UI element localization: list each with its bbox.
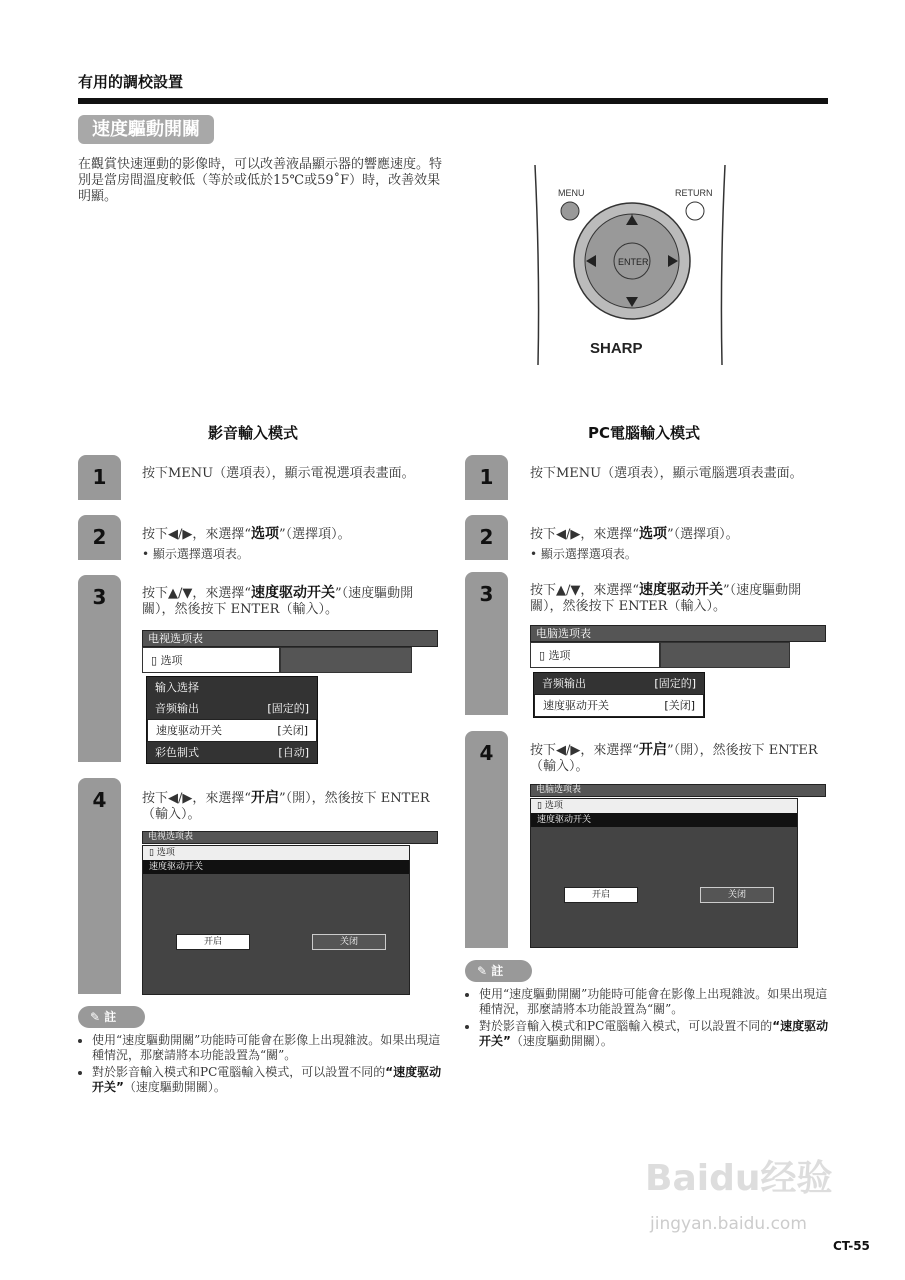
section-header: 有用的調校設置 — [78, 73, 184, 91]
pencil-icon: ✎ — [90, 1010, 101, 1024]
document-icon: ▯ — [151, 654, 158, 667]
header-rule — [78, 98, 828, 104]
left-menu-4-panel — [142, 845, 410, 995]
right-step-3-bar — [465, 572, 508, 715]
right-step-2-text: 按下◀/▶，來選擇“选项”（選擇項）。 — [530, 526, 739, 542]
left-step-3-bar — [78, 575, 121, 762]
menu-row[interactable]: 音频输出 [固定的] — [155, 702, 309, 715]
document-icon: ▯ — [537, 801, 542, 811]
tab-empty — [280, 647, 412, 673]
tab-options[interactable]: ▯ 选项 — [531, 799, 797, 813]
right-step-2-bar — [465, 515, 508, 560]
menu-title: 电视选项表 — [142, 630, 438, 647]
menu-label: MENU — [558, 188, 585, 198]
left-menu-4 — [142, 831, 438, 844]
step-number: 3 — [92, 585, 107, 609]
step-number: 3 — [479, 582, 494, 606]
right-step-1-bar — [465, 455, 508, 500]
step-number: 4 — [479, 741, 494, 765]
menu-button[interactable] — [561, 202, 579, 220]
menu-item-speed-drive[interactable]: 速度驱动开关 — [531, 813, 797, 827]
menu-row[interactable]: 音频输出 [固定的] — [542, 677, 696, 690]
right-menu-4 — [530, 784, 826, 797]
left-menu-3 — [142, 630, 438, 673]
right-step-2-bullet: • 顯示選擇選項表。 — [530, 547, 637, 561]
page-number: CT-55 — [833, 1239, 870, 1253]
left-notes — [78, 1033, 443, 1097]
note-item: • 對於影音輸入模式和PC電腦輸入模式，可以設置不同的“速度驱动开关”（速度驅動開關）。 — [479, 1019, 830, 1049]
step-number: 2 — [479, 525, 494, 549]
enter-label: ENTER — [618, 257, 649, 267]
step-number: 1 — [479, 465, 494, 489]
right-mode-title: PC電腦輸入模式 — [588, 424, 701, 442]
return-label: RETURN — [675, 188, 713, 198]
intro-text: 在觀賞快速運動的影像時，可以改善液晶顯示器的響應速度。特別是當房間溫度較低（等於或低於15℃或59˚F）時，改善效果明顯。 — [78, 157, 443, 204]
tab-options[interactable]: ▯ 选项 — [143, 846, 409, 860]
menu-row-selected[interactable]: 速度驱动开关 [关闭] — [147, 719, 317, 742]
menu-row[interactable]: 输入选择 — [155, 681, 199, 694]
right-menu-3-list — [533, 672, 705, 718]
off-button[interactable]: 关闭 — [312, 934, 386, 950]
remote-illustration — [520, 160, 740, 370]
left-step-1-text: 按下MENU（選項表），顯示電視選項表畫面。 — [142, 466, 415, 481]
note-item: • 對於影音輸入模式和PC電腦輸入模式，可以設置不同的“速度驱动开关”（速度驅動開關）。 — [92, 1065, 443, 1095]
tab-options[interactable]: ▯ 选项 — [142, 647, 280, 673]
left-note-badge: ✎ 註 — [78, 1006, 145, 1028]
brand-logo: SHARP — [590, 340, 643, 357]
right-step-1-text: 按下MENU（選項表），顯示電腦選項表畫面。 — [530, 466, 803, 481]
left-menu-3-list — [146, 676, 318, 764]
menu-row-selected[interactable]: 速度驱动开关 [关闭] — [534, 694, 704, 717]
left-mode-title: 影音輸入模式 — [208, 424, 299, 442]
document-icon: ▯ — [149, 848, 154, 858]
step-number: 1 — [92, 465, 107, 489]
menu-row[interactable]: 彩色制式 [自动] — [155, 746, 309, 759]
menu-item-speed-drive[interactable]: 速度驱动开关 — [143, 860, 409, 874]
note-item: • 使用“速度驅動開關”功能時可能會在影像上出現雜波。如果出現這種情況，那麼請將本功能設置為“關”。 — [479, 987, 830, 1017]
right-note-badge: ✎ 註 — [465, 960, 532, 982]
right-menu-3 — [530, 625, 826, 668]
left-step-2-bar — [78, 515, 121, 560]
tab-options[interactable]: ▯ 选项 — [530, 642, 660, 668]
left-step-2-text: 按下◀/▶，來選擇“选项”（選擇項）。 — [142, 526, 351, 542]
menu-title: 电脑选项表 — [530, 625, 826, 642]
right-step-4-bar — [465, 731, 508, 948]
left-step-3-text: 按下▲/▼，來選擇“速度驱动开关”（速度驅動開關），然後按下 ENTER（輸入）。 — [142, 585, 414, 617]
right-menu-4-panel — [530, 798, 798, 948]
note-item: • 使用“速度驅動開關”功能時可能會在影像上出現雜波。如果出現這種情況，那麼請將本功能設置為“關”。 — [92, 1033, 443, 1063]
step-number: 2 — [92, 525, 107, 549]
pencil-icon: ✎ — [477, 964, 488, 978]
right-step-4-text: 按下◀/▶，來選擇“开启”（開），然後按下 ENTER（輸入）。 — [530, 742, 818, 774]
watermark-logo: Baidu经验 — [645, 1158, 833, 1199]
right-notes — [465, 987, 830, 1051]
left-step-4-text: 按下◀/▶，來選擇“开启”（開），然後按下 ENTER（輸入）。 — [142, 790, 430, 822]
document-icon: ▯ — [539, 649, 546, 662]
tab-empty — [660, 642, 790, 668]
right-step-3-text: 按下▲/▼，來選擇“速度驱动开关”（速度驅動開關），然後按下 ENTER（輸入）。 — [530, 582, 802, 614]
left-step-1-bar — [78, 455, 121, 500]
step-number: 4 — [92, 788, 107, 812]
watermark-url: jingyan.baidu.com — [650, 1214, 807, 1234]
menu-title: 电脑选项表 — [530, 784, 826, 797]
on-button[interactable]: 开启 — [564, 887, 638, 903]
left-step-4-bar — [78, 778, 121, 994]
page-title: 速度驅動開關 — [78, 115, 214, 144]
left-step-2-bullet: • 顯示選擇選項表。 — [142, 547, 249, 561]
on-button[interactable]: 开启 — [176, 934, 250, 950]
off-button[interactable]: 关闭 — [700, 887, 774, 903]
return-button[interactable] — [686, 202, 704, 220]
menu-title: 电视选项表 — [142, 831, 438, 844]
